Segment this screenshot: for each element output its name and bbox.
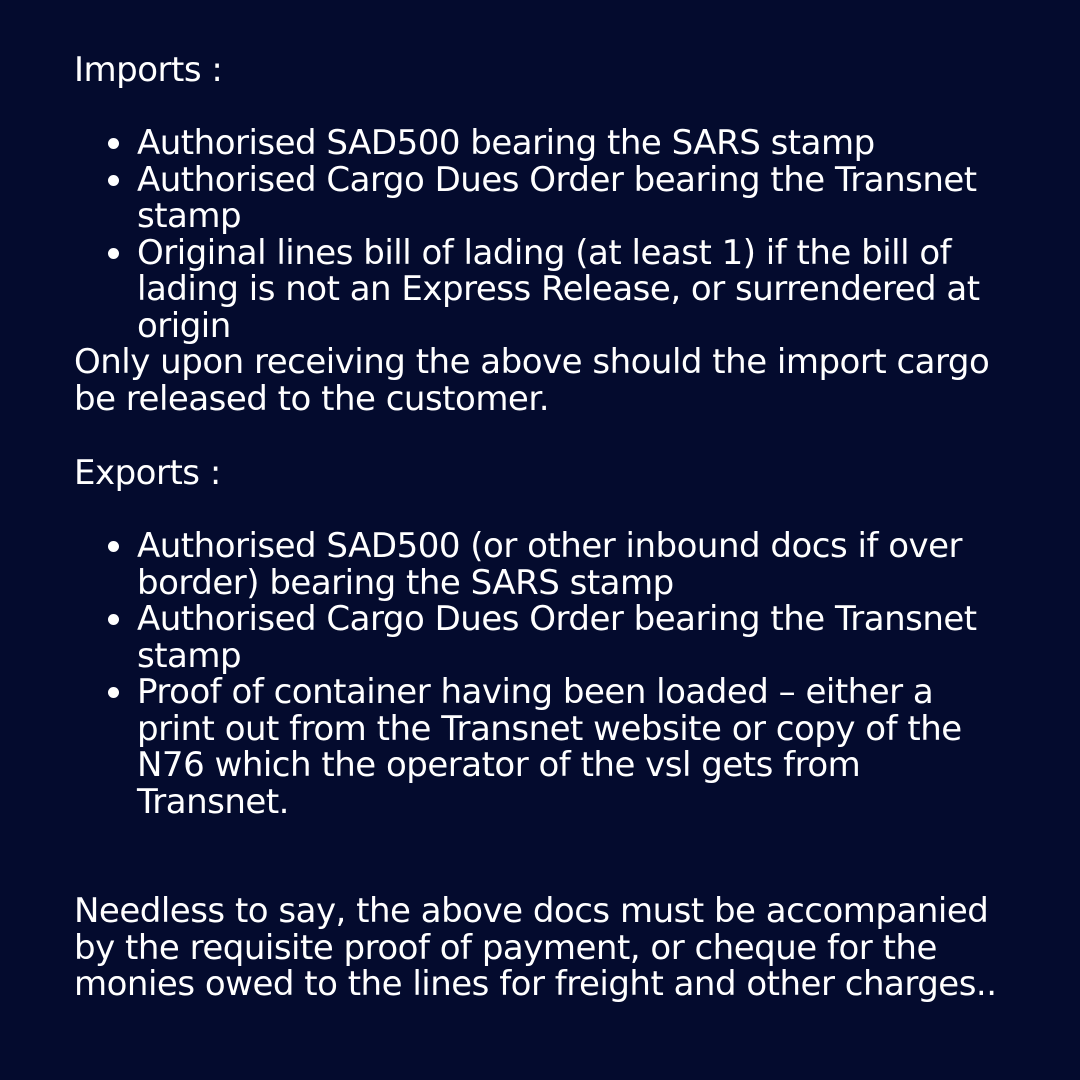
list-item-text: Original lines bill of lading (at least 1) if the bill of lading is not an Express Release, or surrendered at origin — [137, 232, 980, 346]
bullet-icon — [108, 614, 119, 625]
list-item — [74, 674, 987, 820]
bullet-icon — [108, 138, 119, 149]
imports-list — [74, 125, 1014, 344]
closing-paragraph: Needless to say, the above docs must be accompanied by the requisite proof of payment, or cheque for the monies owed to the lines for freight and other charges.. — [74, 891, 997, 1004]
list-item-text: Authorised Cargo Dues Order bearing the Transnet stamp — [137, 599, 977, 676]
bullet-icon — [108, 248, 119, 259]
list-item-text: Proof of container having been loaded – either a print out from the Transnet website or copy of the N76 which the operator of the vsl gets from Transnet. — [137, 672, 962, 822]
imports-heading-block — [74, 52, 1014, 89]
exports-heading: Exports : — [74, 453, 221, 493]
exports-heading-block — [74, 455, 1014, 492]
list-item-text: Authorised SAD500 (or other inbound docs if over border) bearing the SARS stamp — [137, 526, 963, 603]
bullet-icon — [108, 175, 119, 186]
list-item — [74, 159, 987, 236]
exports-section — [74, 528, 1014, 820]
bullet-icon — [108, 687, 119, 698]
list-item — [74, 601, 987, 674]
list-item — [74, 528, 987, 601]
imports-section — [74, 125, 1014, 417]
list-item — [74, 125, 987, 162]
list-item-text: Authorised SAD500 bearing the SARS stamp — [137, 123, 875, 163]
bullet-icon — [108, 541, 119, 552]
exports-list — [74, 528, 1014, 820]
imports-heading: Imports : — [74, 50, 223, 90]
list-item-text: Authorised Cargo Dues Order bearing the Transnet stamp — [137, 159, 977, 236]
imports-note: Only upon receiving the above should the import cargo be released to the customer. — [74, 342, 990, 419]
list-item — [74, 232, 987, 346]
closing-block — [74, 893, 1014, 1003]
